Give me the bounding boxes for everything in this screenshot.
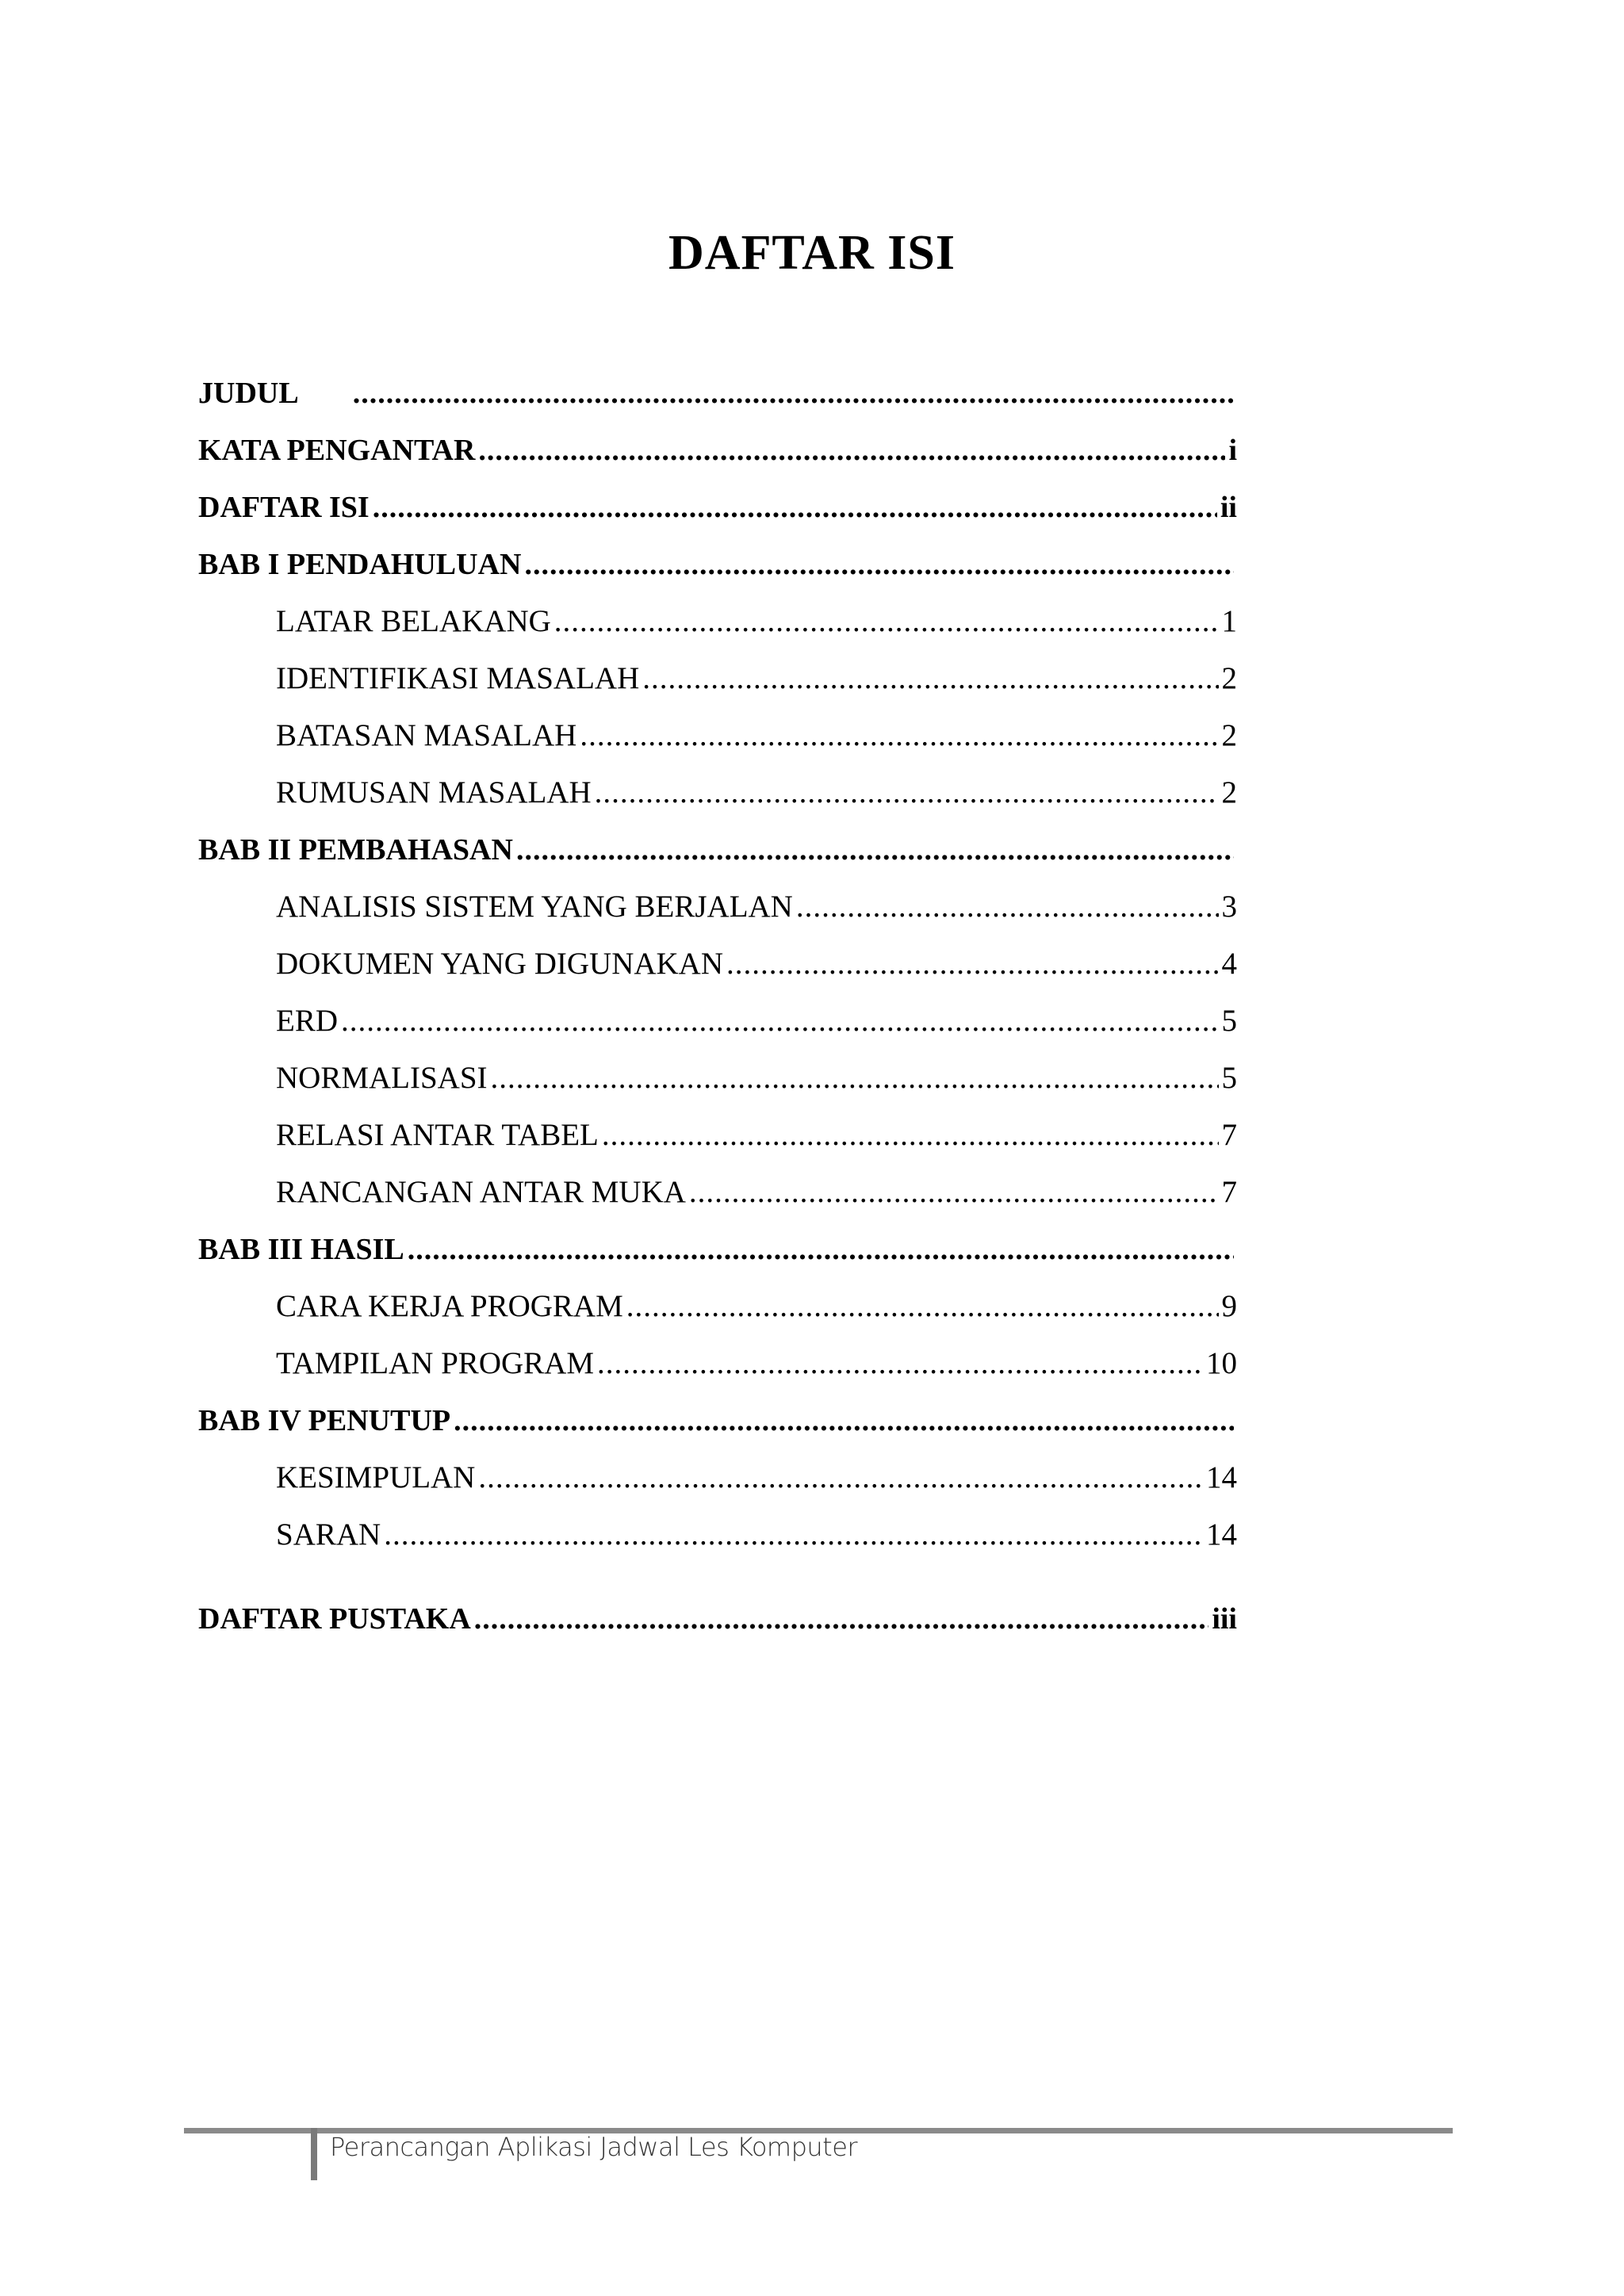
toc-entry-kesimpulan[interactable]: [276, 1457, 1237, 1498]
toc-entry-latar-belakang[interactable]: [276, 601, 1237, 642]
toc-entry-label: BATASAN MASALAH: [276, 718, 577, 752]
toc-entry-page: 5: [1221, 1061, 1237, 1095]
toc-leader-dots: [373, 487, 1217, 528]
toc-entry-bab-1[interactable]: [198, 544, 1237, 585]
toc-entry-page: 14: [1206, 1460, 1237, 1494]
toc-leader-dots: [454, 1400, 1234, 1441]
toc-entry-page: 7: [1221, 1175, 1237, 1209]
toc-entry-label: KATA PENGANTAR: [198, 434, 476, 467]
toc-entry-label: IDENTIFIKASI MASALAH: [276, 661, 640, 695]
toc-entry-page: 14: [1206, 1517, 1237, 1552]
toc-leader-dots: [595, 772, 1219, 813]
toc-entry-rancangan-antar-muka[interactable]: [276, 1172, 1237, 1213]
toc-entry-label: DAFTAR PUSTAKA: [198, 1602, 471, 1636]
toc-entry-page: iii: [1212, 1602, 1237, 1636]
toc-entry-erd[interactable]: [276, 1001, 1237, 1042]
toc-entry-label: RELASI ANTAR TABEL: [276, 1118, 599, 1152]
footer-title: Perancangan Aplikasi Jadwal Les Komputer: [330, 2132, 858, 2162]
toc-entry-label: RANCANGAN ANTAR MUKA: [276, 1175, 686, 1209]
toc-leader-dots: [353, 373, 1234, 414]
toc-entry-label: RUMUSAN MASALAH: [276, 775, 592, 809]
toc-entry-bab-2[interactable]: [198, 829, 1237, 871]
toc-entry-kata-pengantar[interactable]: [198, 430, 1237, 471]
toc-entry-identifikasi-masalah[interactable]: [276, 658, 1237, 699]
toc-leader-dots: [597, 1343, 1203, 1384]
toc-leader-dots: [491, 1058, 1219, 1099]
toc-entry-page: i: [1228, 434, 1237, 467]
toc-entry-page: 3: [1221, 890, 1237, 924]
toc-entry-page: 2: [1221, 775, 1237, 809]
toc-leader-dots: [478, 1457, 1203, 1498]
toc-leader-dots: [726, 943, 1218, 985]
toc-entry-label: DAFTAR ISI: [198, 491, 370, 524]
toc-entry-page: 2: [1221, 661, 1237, 695]
toc-entry-label: BAB IV PENUTUP: [198, 1404, 451, 1437]
toc-leader-dots: [524, 544, 1234, 585]
toc-entry-page: ii: [1220, 491, 1237, 524]
toc-leader-dots: [642, 658, 1218, 699]
toc-leader-dots: [689, 1172, 1219, 1213]
toc-leader-dots: [626, 1286, 1219, 1327]
toc-entry-label: ANALISIS SISTEM YANG BERJALAN: [276, 890, 793, 924]
toc-entry-daftar-isi[interactable]: [198, 487, 1237, 528]
toc-entry-page: 10: [1206, 1346, 1237, 1380]
toc-entry-label: CARA KERJA PROGRAM: [276, 1289, 623, 1323]
toc-entry-label: LATAR BELAKANG: [276, 604, 551, 638]
toc-leader-dots: [580, 715, 1218, 756]
toc-entry-bab-4[interactable]: [198, 1400, 1237, 1441]
toc-entry-page: 5: [1221, 1004, 1237, 1038]
toc-entry-label: SARAN: [276, 1517, 381, 1552]
toc-leader-dots: [474, 1598, 1209, 1640]
toc-entry-dokumen[interactable]: [276, 943, 1237, 985]
page-title: DAFTAR ISI: [668, 225, 956, 280]
toc-entry-judul[interactable]: [198, 373, 1237, 414]
toc-leader-dots: [478, 430, 1225, 471]
toc-entry-normalisasi[interactable]: [276, 1058, 1237, 1099]
toc-entry-page: 2: [1221, 718, 1237, 752]
toc-leader-dots: [516, 829, 1234, 871]
toc-entry-relasi-antar-tabel[interactable]: [276, 1115, 1237, 1156]
toc-entry-page: 7: [1221, 1118, 1237, 1152]
toc-entry-saran[interactable]: [276, 1514, 1237, 1556]
toc-entry-rumusan-masalah[interactable]: [276, 772, 1237, 813]
toc-entry-cara-kerja-program[interactable]: [276, 1286, 1237, 1327]
toc-entry-label: TAMPILAN PROGRAM: [276, 1346, 595, 1380]
toc-entry-label: KESIMPULAN: [276, 1460, 476, 1494]
toc-entry-tampilan-program[interactable]: [276, 1343, 1237, 1384]
toc-entry-bab-3[interactable]: [198, 1229, 1237, 1270]
toc-leader-dots: [554, 601, 1219, 642]
toc-entry-label: NORMALISASI: [276, 1061, 488, 1095]
toc-entry-label: BAB III HASIL: [198, 1233, 404, 1266]
toc-entry-analisis-sistem[interactable]: [276, 886, 1237, 928]
toc-leader-dots: [341, 1001, 1219, 1042]
toc-entry-page: 4: [1221, 947, 1237, 981]
toc-entry-label: JUDUL: [198, 377, 299, 410]
toc-entry-label: BAB II PEMBAHASAN: [198, 833, 513, 867]
toc-leader-dots: [408, 1229, 1234, 1270]
footer-bar: [311, 2128, 317, 2180]
toc-leader-dots: [602, 1115, 1219, 1156]
toc-entry-label: DOKUMEN YANG DIGUNAKAN: [276, 947, 724, 981]
toc-leader-dots: [384, 1514, 1203, 1556]
toc-entry-page: 9: [1221, 1289, 1237, 1323]
toc-entry-page: 1: [1221, 604, 1237, 638]
toc-entry-batasan-masalah[interactable]: [276, 715, 1237, 756]
toc-entry-daftar-pustaka[interactable]: [198, 1598, 1237, 1640]
toc-entry-label: ERD: [276, 1004, 338, 1038]
toc-leader-dots: [796, 886, 1219, 928]
toc-entry-label: BAB I PENDAHULUAN: [198, 548, 522, 581]
